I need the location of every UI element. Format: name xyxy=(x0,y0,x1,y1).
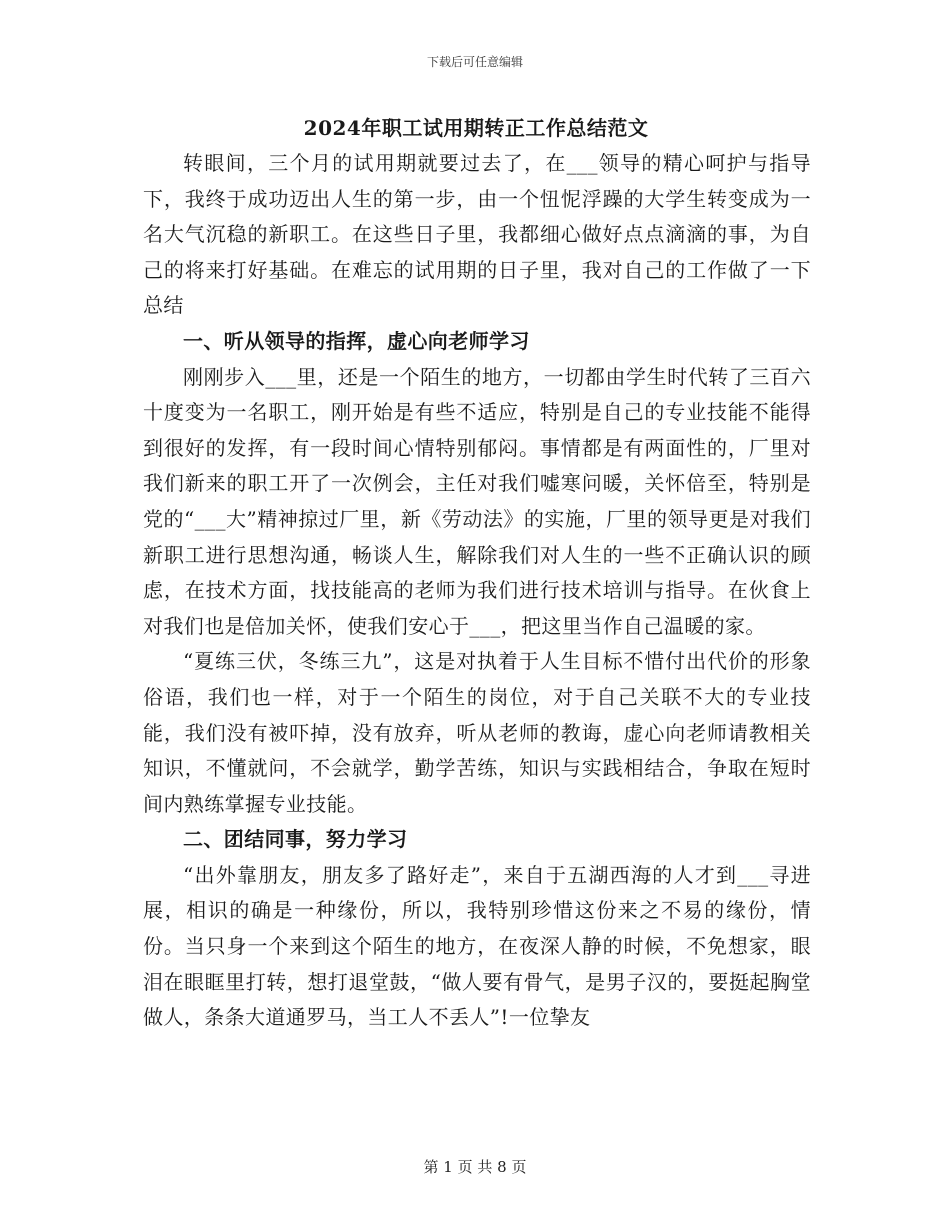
page-number: 第 1 页 共 8 页 xyxy=(423,1158,527,1176)
section-heading-1: 一、听从领导的指挥，虚心向老师学习 xyxy=(183,328,530,353)
paragraph-section1-b: “夏练三伏，冬练三九”，这是对执着于人生目标不惜付出代价的形象俗语，我们也一样，对于一个陌生的岗位，对于自己关联不大的专业技能，我们没有被吓掉，没有放弃，听从老师的教诲，虚心向老师请教相关知识，不懂就问，不会就学，勤学苦练，知识与实践相结合，争取在短时间内熟练掌握专业技能。 xyxy=(143,649,811,816)
document-body xyxy=(143,146,811,1036)
header-note: 下载后可任意编辑 xyxy=(426,55,523,69)
paragraph-section1-a: 刚刚步入___里，还是一个陌生的地方，一切都由学生时代转了三百六十度变为一名职工，刚开始是有些不适应，特别是自己的专业技能不能得到很好的发挥，有一段时间心情特别郁闷。事情都是有两面性的，厂里对我们新来的职工开了一次例会，主任对我们嘘寒问暖，关怀倍至，特别是党的“___大”精神掠过厂里，新《劳动法》的实施，厂里的领导更是对我们新职工进行思想沟通，畅谈人生，解除我们对人生的一些不正确认识的顾虑，在技术方面，找技能高的老师为我们进行技术培训与指导。在伙食上对我们也是倍加关怀，使我们安心于___，把这里当作自己温暖的家。 xyxy=(143,364,811,638)
section-heading-2: 二、团结同事，努力学习 xyxy=(183,827,408,852)
paragraph-section2-a: “出外靠朋友，朋友多了路好走”，来自于五湖西海的人才到___寻进展，相识的确是一种缘份，所以，我特别珍惜这份来之不易的缘份，情份。当只身一个来到这个陌生的地方，在夜深人静的时候，不免想家，眼泪在眼眶里打转，想打退堂鼓，“做人要有骨气，是男子汉的，要挺起胸堂做人，条条大道通罗马，当工人不丢人”!一位挚友 xyxy=(143,862,811,1030)
paragraph-intro: 转眼间，三个月的试用期就要过去了，在___领导的精心呵护与指导下，我终于成功迈出人生的第一步，由一个忸怩浮躁的大学生转变成为一名大气沉稳的新职工。在这些日子里，我都细心做好点点滴滴的事，为自己的将来打好基础。在难忘的试用期的日子里，我对自己的工作做了一下总结 xyxy=(143,151,811,318)
document-title: 2024年职工试用期转正工作总结范文 xyxy=(303,116,649,140)
